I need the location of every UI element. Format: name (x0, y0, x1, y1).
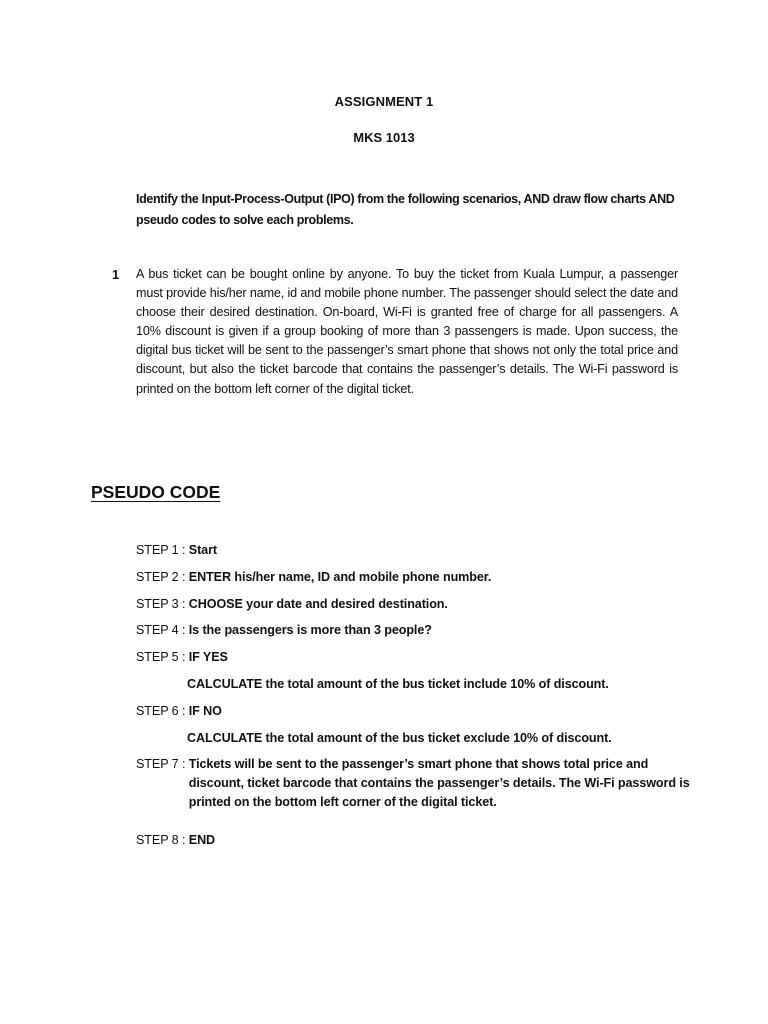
question-number: 1 (112, 267, 120, 282)
step-7 (136, 755, 696, 812)
instructions-paragraph: Identify the Input-Process-Output (IPO) from the following scenarios, AND draw flow charts AND pseudo codes to solve each problems. (136, 192, 675, 227)
assignment-title: ASSIGNMENT 1 (334, 94, 434, 109)
step-text: Is the passengers is more than 3 people? (188, 623, 432, 637)
course-code: MKS 1013 (353, 130, 415, 145)
step-label: STEP 8 : (136, 833, 189, 847)
step-5 (136, 648, 696, 667)
step-label: STEP 3 : (136, 597, 189, 611)
step-label: STEP 5 : (136, 650, 189, 664)
step-label: STEP 4 : (136, 623, 189, 637)
step-label: STEP 2 : (136, 570, 189, 584)
step-label: STEP 7 : (136, 757, 189, 771)
step-6-detail: CALCULATE the total amount of the bus ticket exclude 10% of discount. (187, 731, 612, 745)
step-text: Start (188, 543, 217, 557)
question-text: A bus ticket can be bought online by anyone. To buy the ticket from Kuala Lumpur, a passenger must provide his/her name, id and mobile phone number. The passenger should select the date and choose their desired destination. On-board, Wi-Fi is granted free of charge for all passengers. A 10% discount is given if a group booking of more than 3 passengers is made. Upon success, the digital bus ticket will be sent to the passenger’s smart phone that shows not only the total price and discount, but also the ticket barcode that contains the passenger’s details. The Wi-Fi password is printed on the bottom left corner of the digital ticket. (136, 267, 678, 396)
step-text: IF YES (188, 650, 228, 664)
step-3 (136, 595, 696, 614)
pseudo-code-heading: PSEUDO CODE (91, 482, 221, 502)
step-text: END (188, 833, 216, 847)
step-1 (136, 541, 696, 560)
step-label: STEP 1 : (136, 543, 189, 557)
step-text: Tickets will be sent to the passenger’s smart phone that shows total price and discount, ticket barcode that contains the passenger’s details. The Wi-Fi password is printed on the bottom left corner of the digital ticket. (188, 757, 690, 809)
step-text: CHOOSE your date and desired destination. (188, 597, 448, 611)
step-8 (136, 831, 696, 850)
step-text: ENTER his/her name, ID and mobile phone number. (188, 570, 492, 584)
step-5-detail: CALCULATE the total amount of the bus ticket include 10% of discount. (187, 677, 609, 691)
step-label: STEP 6 : (136, 704, 189, 718)
step-2 (136, 568, 696, 587)
step-4 (136, 621, 696, 640)
step-6 (136, 702, 696, 721)
step-text: IF NO (188, 704, 222, 718)
question-block (112, 265, 680, 399)
